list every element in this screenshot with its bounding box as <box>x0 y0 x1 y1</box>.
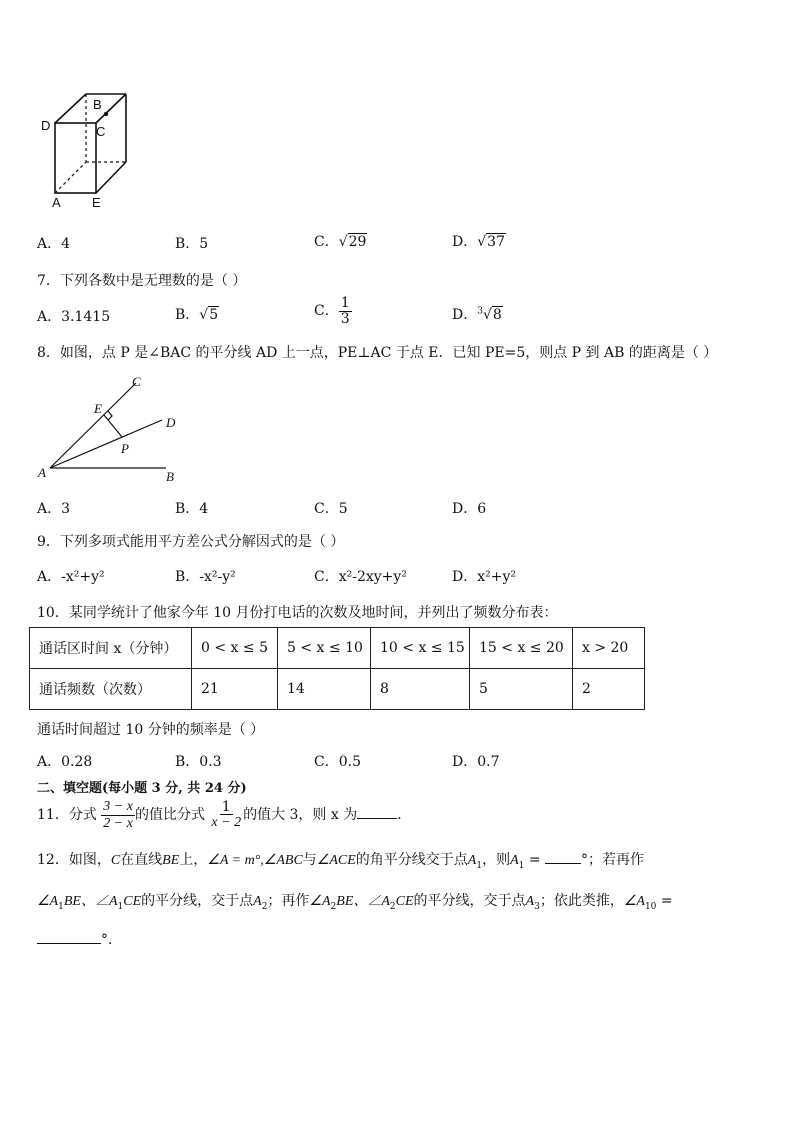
q7-option-a: A．3.1415 <box>37 309 111 325</box>
table-header-cell: x > 20 <box>573 628 645 669</box>
q9-option-c: C．x²-2xy+y² <box>314 569 407 585</box>
q8-label-A: A <box>38 465 46 480</box>
table-header-cell: 15 < x ≤ 20 <box>470 628 573 669</box>
q11-fraction-1: $\frac{3 - x}{2 - x}$ <box>103 799 133 831</box>
q12-line-3: °． <box>37 929 122 949</box>
table-row <box>30 628 645 669</box>
q9-option-d: D．x²+y² <box>452 569 516 585</box>
q10-option-d: D．0.7 <box>452 754 500 770</box>
q6-option-d: D．√37 <box>452 234 505 250</box>
q7-option-b: B．√5 <box>175 307 219 323</box>
section-title: 二、填空题(每小题 3 分, 共 24 分) <box>37 781 247 796</box>
q6-option-a: A．4 <box>37 236 71 252</box>
q8-label-C: C <box>132 374 141 389</box>
table-header-cell: 5 < x ≤ 10 <box>278 628 371 669</box>
q12-answer-blank-1[interactable] <box>545 863 581 864</box>
table-cell: 21 <box>192 669 278 710</box>
q11-answer-blank[interactable] <box>357 818 397 819</box>
q10-question: 通话时间超过 10 分钟的频率是（ ） <box>37 722 265 738</box>
q7-option-c: C． $\frac{1}{3}$ <box>314 295 350 327</box>
q12-line-1: 12．如图，C在直线BE上，∠A = m°,∠ABC与∠ACE的角平分线交于点$A_1$，则$A_1$ = °；若再作 <box>37 852 645 871</box>
table-row-label: 通话频数（次数） <box>30 669 192 710</box>
q6-label-C: C <box>96 124 106 139</box>
q6-label-E: E <box>92 195 101 210</box>
q8-option-b: B．4 <box>175 501 209 517</box>
q12-answer-blank-2[interactable] <box>37 943 101 944</box>
table-cell: 8 <box>371 669 470 710</box>
q9-stem: 9．下列多项式能用平方差公式分解因式的是（ ） <box>37 534 345 550</box>
table-header-cell: 10 < x ≤ 15 <box>371 628 470 669</box>
q6-label-D: D <box>41 118 51 133</box>
q10-option-b: B．0.3 <box>175 754 222 770</box>
q8-option-c: C．5 <box>314 501 348 517</box>
q6-option-c: C．√29 <box>314 234 367 250</box>
q8-stem: 8．如图，点 P 是∠BAC 的平分线 AD 上一点，PE⊥AC 于点 E．已知 PE=5，则点 P 到 AB 的距离是（ ） <box>37 345 718 361</box>
q8-label-B: B <box>166 469 174 484</box>
q6-label-A: A <box>52 195 61 210</box>
q7-option-d: D．$^3$√8 <box>452 306 502 323</box>
table-cell: 14 <box>278 669 371 710</box>
table-header-cell: 通话区时间 x（分钟） <box>30 628 192 669</box>
q10-frequency-table <box>29 627 645 710</box>
q10-stem: 10．某同学统计了他家今年 10 月份打电话的次数及地时间，并列出了频数分布表： <box>37 605 558 621</box>
table-cell: 5 <box>470 669 573 710</box>
q10-option-a: A．0.28 <box>37 754 93 770</box>
q8-option-a: A．3 <box>37 501 71 517</box>
q8-angle-figure <box>30 370 190 485</box>
q6-prism-figure <box>38 90 138 210</box>
q6-label-B: B <box>93 97 102 112</box>
q6-option-b: B．5 <box>175 236 209 252</box>
table-cell: 2 <box>573 669 645 710</box>
q9-option-a: A．-x²+y² <box>37 569 105 585</box>
q11-stem: 11．分式 $\frac{3 - x}{2 - x}$ 的值比分式 $\frac{1}{x - 2}$ 的值大 3，则 x 为 ． <box>37 798 412 831</box>
q8-option-d: D．6 <box>452 501 487 517</box>
q7-stem: 7．下列各数中是无理数的是（ ） <box>37 273 247 289</box>
table-header-cell: 0 < x ≤ 5 <box>192 628 278 669</box>
q8-label-E: E <box>94 401 102 416</box>
table-row <box>30 669 645 710</box>
q10-option-c: C．0.5 <box>314 754 361 770</box>
q11-fraction-2: $\frac{1}{x - 2}$ <box>211 798 242 831</box>
q12-line-2: $\angle A_1BE$、$\angle A_1CE$的平分线，交于点$A_2$；再作$\angle A_2BE$、$\angle A_2CE$的平分线，交于点$A_3$；依此类推，$\angle A_{10}$ = <box>37 893 673 912</box>
q9-option-b: B．-x²-y² <box>175 569 236 585</box>
q8-label-D: D <box>166 415 176 430</box>
q8-label-P: P <box>121 441 129 456</box>
